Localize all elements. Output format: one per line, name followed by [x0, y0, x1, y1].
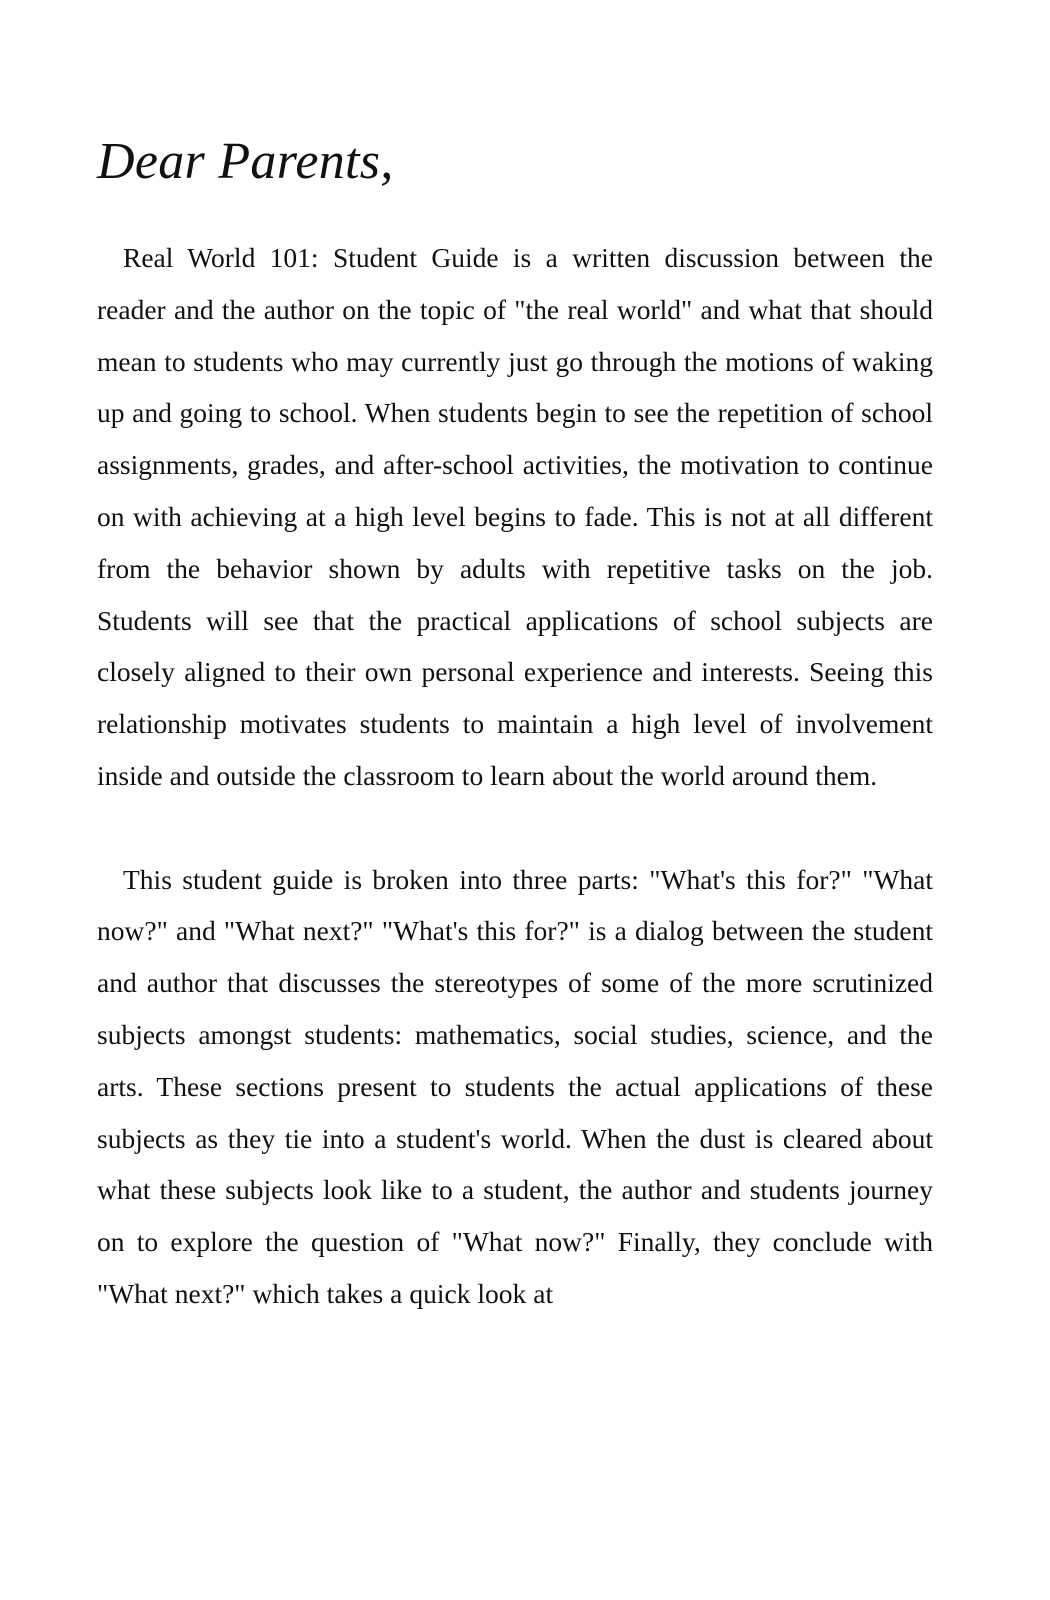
intro-paragraph [97, 232, 933, 802]
page-title: Dear Parents, [97, 133, 394, 190]
body-text-block [97, 232, 933, 1320]
structure-paragraph-text: This student guide is broken into three parts: "What's this for?" "What now?" and "What next?" "What's this for?" is a dialog between the student and author that discusses the stereotypes of some of the more scrutinized subjects amongst students: mathematics, social studies, science, and the arts. These sections present to students the actual applications of these subjects as they tie into a student's world. When the dust is cleared about what these subjects look like to a student, the author and students journey on to explore the question of "What now?" Finally, they conclude with "What next?" which takes a quick look at [97, 863, 933, 1309]
page-content-column [97, 0, 933, 1600]
intro-paragraph-text: Real World 101: Student Guide is a written discussion between the reader and the author on the topic of "the real world" and what that should mean to students who may currently just go through the motions of waking up and going to school. When students begin to see the repetition of school assignments, grades, and after-school activities, the motivation to continue on with achieving at a high level begins to fade. This is not at all different from the behavior shown by adults with repetitive tasks on the job. Students will see that the practical applications of school subjects are closely aligned to their own personal experience and interests. Seeing this relationship motivates students to maintain a high level of involvement inside and outside the classroom to learn about the world around them. [97, 242, 933, 791]
structure-paragraph [97, 854, 933, 1320]
